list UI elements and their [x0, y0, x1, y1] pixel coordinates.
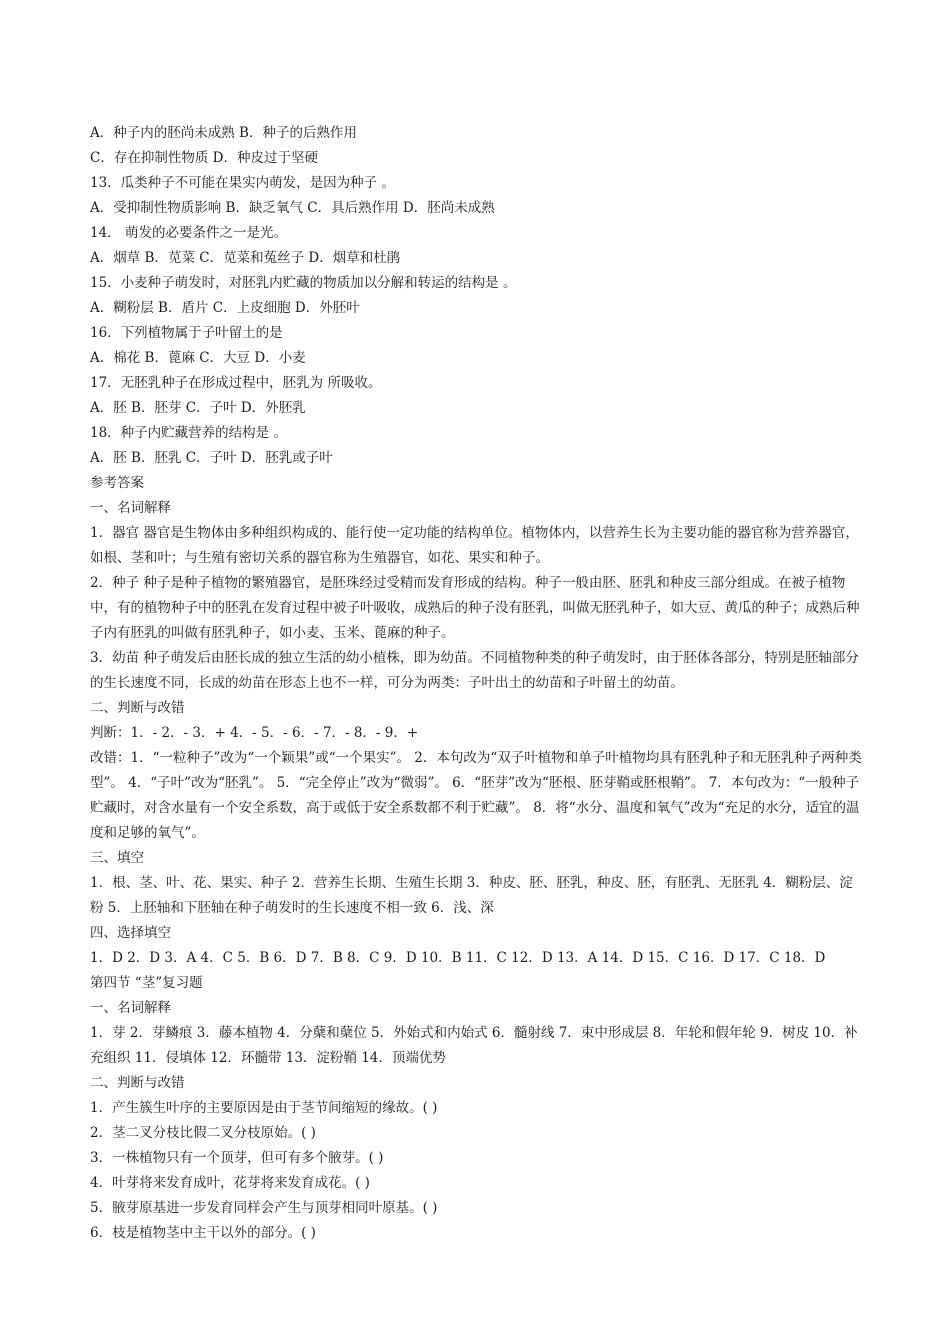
- question-line: 4．叶芽将来发育成叶，花芽将来发育成花。( ): [90, 1175, 370, 1191]
- answer-paragraph: 1．D 2．D 3．A 4．C 5．B 6．D 7．B 8．C 9．D 10．B 11．C 12．D 13．A 14．D 15．C 16．D 17．C 18．D: [90, 950, 826, 966]
- answer-paragraph: 改错：1．“一粒种子”改为“一个颖果”或“一个果实”。 2．本句改为“双子叶植物和单子叶植物均具有胚乳种子和无胚乳种子两种类型”。 4．“子叶”改为“胚乳”。 5．“完全停止”改为“微弱”。 6．“胚芽”改为“胚根、胚芽鞘或胚根鞘”。 7．本句改为：“一般种子贮藏时，对含水量有一个安全系数，高于或低于安全系数都不利于贮藏”。 8．将“水分、温度和氧气”改为“充足的水分，适宜的温度和足够的氧气”。: [90, 750, 862, 841]
- question-line: 14． 萌发的必要条件之一是光。: [90, 225, 287, 241]
- question-line: 16．下列植物属于子叶留土的是: [90, 325, 283, 341]
- option-line: A．受抑制性物质影响 B．缺乏氧气 C．具后熟作用 D．胚尚未成熟: [90, 200, 495, 216]
- subsection-heading: 三、填空: [90, 850, 144, 866]
- answer-paragraph: 1．器官 器官是生物体由多种组织构成的、能行使一定功能的结构单位。植物体内，以营养生长为主要功能的器官称为营养器官，如根、茎和叶；与生殖有密切关系的器官称为生殖器官，如花、果实和种子。: [90, 525, 859, 566]
- option-line: A．棉花 B．蓖麻 C．大豆 D．小麦: [90, 350, 306, 366]
- option-line: A．胚 B．胚乳 C．子叶 D．胚乳或子叶: [90, 450, 333, 466]
- option-line: A．种子内的胚尚未成熟 B．种子的后熟作用: [90, 125, 357, 141]
- section-heading: 参考答案: [90, 475, 144, 491]
- subsection-heading: 二、判断与改错: [90, 1075, 185, 1091]
- subsection-heading: 一、名词解释: [90, 500, 171, 516]
- answer-paragraph: 3．幼苗 种子萌发后由胚长成的独立生活的幼小植株，即为幼苗。不同植物种类的种子萌发时，由于胚体各部分，特别是胚轴部分的生长速度不同，长成的幼苗在形态上也不一样，可分为两类：子叶出土的幼苗和子叶留土的幼苗。: [90, 650, 859, 691]
- question-line: 3．一株植物只有一个顶芽，但可有多个腋芽。( ): [90, 1150, 384, 1166]
- answer-paragraph: 判断：1．- 2．- 3．+ 4．- 5．- 6．- 7．- 8．- 9．+: [90, 725, 419, 741]
- subsection-heading: 四、选择填空: [90, 925, 171, 941]
- question-line: 13．瓜类种子不可能在果实内萌发，是因为种子 。: [90, 175, 395, 191]
- question-line: 18．种子内贮藏营养的结构是 。: [90, 425, 287, 441]
- section-heading: 第四节 “茎”复习题: [90, 975, 203, 991]
- question-line: 15．小麦种子萌发时，对胚乳内贮藏的物质加以分解和转运的结构是 。: [90, 275, 517, 291]
- answer-paragraph: 2．种子 种子是种子植物的繁殖器官，是胚珠经过受精而发育形成的结构。种子一般由胚、胚乳和种皮三部分组成。在被子植物中，有的植物种子中的胚乳在发育过程中被子叶吸收，成熟后的种子没有胚乳，叫做无胚乳种子，如大豆、黄瓜的种子；成熟后种子内有胚乳的叫做有胚乳种子，如小麦、玉米、蓖麻的种子。: [90, 575, 860, 641]
- question-line: 5．腋芽原基进一步发育同样会产生与顶芽相同叶原基。( ): [90, 1200, 438, 1216]
- option-line: A．胚 B．胚芽 C．子叶 D．外胚乳: [90, 400, 306, 416]
- subsection-heading: 一、名词解释: [90, 1000, 171, 1016]
- question-line: 17．无胚乳种子在形成过程中，胚乳为 所吸收。: [90, 375, 382, 391]
- question-line: 2．茎二叉分枝比假二叉分枝原始。( ): [90, 1125, 316, 1141]
- option-line: A．糊粉层 B．盾片 C．上皮细胞 D．外胚叶: [90, 300, 360, 316]
- term-list: 1．芽 2．芽鳞痕 3．藤本植物 4．分蘖和蘖位 5．外始式和内始式 6．髓射线 7．束中形成层 8．年轮和假年轮 9．树皮 10．补充组织 11．侵填体 12．环髓带 13．淀粉鞘 14．顶端优势: [90, 1025, 858, 1066]
- document-body: [90, 121, 862, 1246]
- question-line: 1．产生簇生叶序的主要原因是由于茎节间缩短的缘故。( ): [90, 1100, 438, 1116]
- option-line: A．烟草 B．苋菜 C．苋菜和菟丝子 D．烟草和杜鹃: [90, 250, 401, 266]
- answer-paragraph: 1．根、茎、叶、花、果实、种子 2．营养生长期、生殖生长期 3．种皮、胚、胚乳，种皮、胚，有胚乳、无胚乳 4．糊粉层、淀粉 5．上胚轴和下胚轴在种子萌发时的生长速度不相一致 6．浅、深: [90, 875, 853, 916]
- subsection-heading: 二、判断与改错: [90, 700, 185, 716]
- question-line: 6．枝是植物茎中主干以外的部分。( ): [90, 1225, 316, 1241]
- option-line: C．存在抑制性物质 D．种皮过于坚硬: [90, 150, 318, 166]
